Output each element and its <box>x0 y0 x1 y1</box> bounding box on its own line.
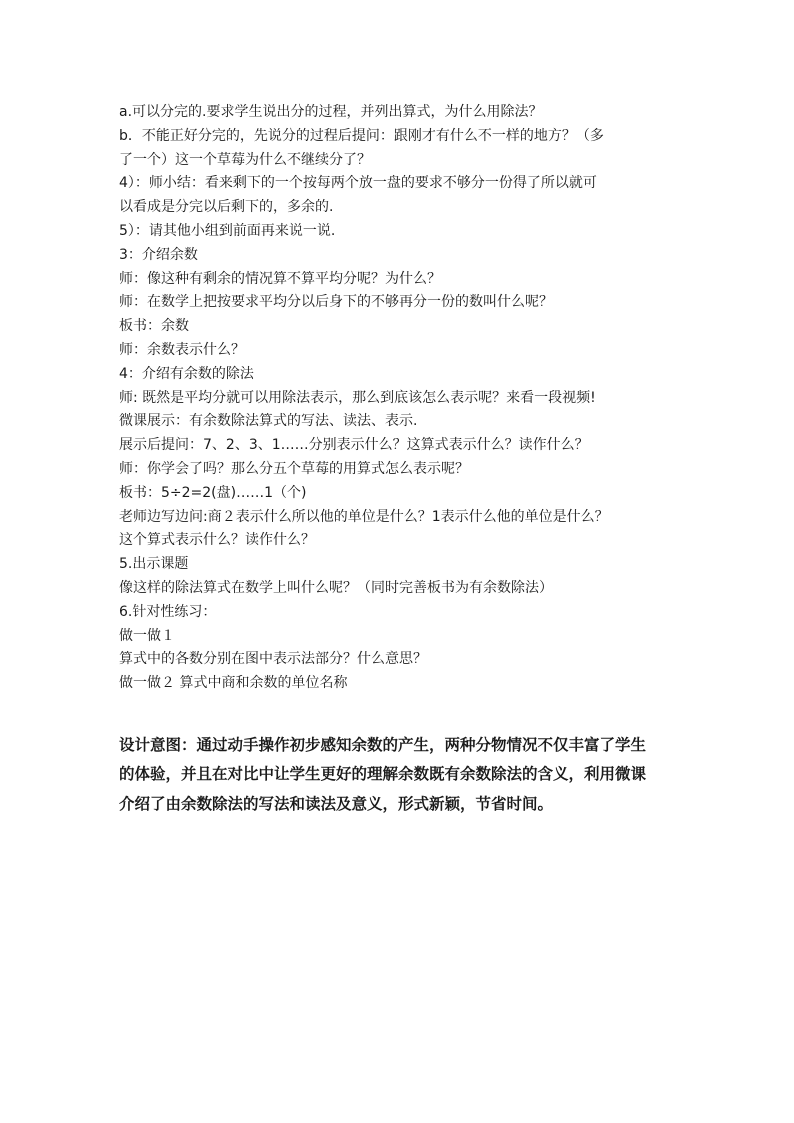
text-line: 板书：余数 <box>119 318 189 335</box>
paragraph-gap <box>119 696 679 730</box>
text-line: 师：余数表示什么？ <box>119 341 245 358</box>
text-line: 算式中的各数分别在图中表示法部分？什么意思？ <box>119 651 427 668</box>
section-heading: 5.出示课题 <box>119 556 189 573</box>
text-line: 老师边写边问:商２表示什么所以他的单位是什么？1表示什么他的单位是什么？ <box>119 508 609 525</box>
design-intent-paragraph <box>119 730 679 819</box>
text-line: 做一做２ 算式中商和余数的单位名称 <box>119 675 348 692</box>
text-line: 展示后提问：7、2、3、1……分别表示什么？这算式表示什么？读作什么？ <box>119 437 589 454</box>
text-line: 微课展示：有余数除法算式的写法、读法、表示. <box>119 413 418 430</box>
text-line: 了一个）这一个草莓为什么不继续分了？ <box>119 151 371 168</box>
section-heading: 4：介绍有余数的除法 <box>119 365 254 382</box>
text-line: 板书：5÷2=2(盘)……1（个) <box>119 484 307 501</box>
design-line: 设计意图：通过动手操作初步感知余数的产生，两种分物情况不仅丰富了学生 <box>119 734 647 754</box>
section-heading: 3：介绍余数 <box>119 246 198 263</box>
section-heading: 6.针对性练习： <box>119 603 217 620</box>
text-line: 以看成是分完以后剩下的，多余的. <box>119 199 334 216</box>
text-line: 像这样的除法算式在数学上叫什么呢？（同时完善板书为有余数除法） <box>119 579 553 596</box>
text-line: 师：在数学上把按要求平均分以后身下的不够再分一份的数叫什么呢？ <box>119 294 553 311</box>
text-line: 师: 既然是平均分就可以用除法表示，那么到底该怎么表示呢？来看一段视频! <box>119 389 596 406</box>
text-line: 5）：请其他小组到前面再来说一说. <box>119 222 336 239</box>
design-line: 的体验，并且在对比中让学生更好的理解余数既有余数除法的含义，利用微课 <box>119 764 647 784</box>
text-line: 4）：师小结：看来剩下的一个按每两个放一盘的要求不够分一份得了所以就可 <box>119 175 597 192</box>
text-line: 这个算式表示什么？读作什么？ <box>119 532 315 549</box>
text-line: 做一做１ <box>119 627 175 644</box>
text-line: a.可以分完的.要求学生说出分的过程，并列出算式，为什么用除法？ <box>119 104 543 120</box>
text-line: 师：你学会了吗？那么分五个草莓的用算式怎么表示呢？ <box>119 460 469 477</box>
document-body <box>119 101 679 818</box>
text-line: b．不能正好分完的，先说分的过程后提问：跟刚才有什么不一样的地方？（多 <box>119 127 604 144</box>
design-line: 介绍了由余数除法的写法和读法及意义，形式新颖，节省时间。 <box>119 793 554 813</box>
text-line: 师：像这种有剩余的情况算不算平均分呢？为什么？ <box>119 270 441 287</box>
